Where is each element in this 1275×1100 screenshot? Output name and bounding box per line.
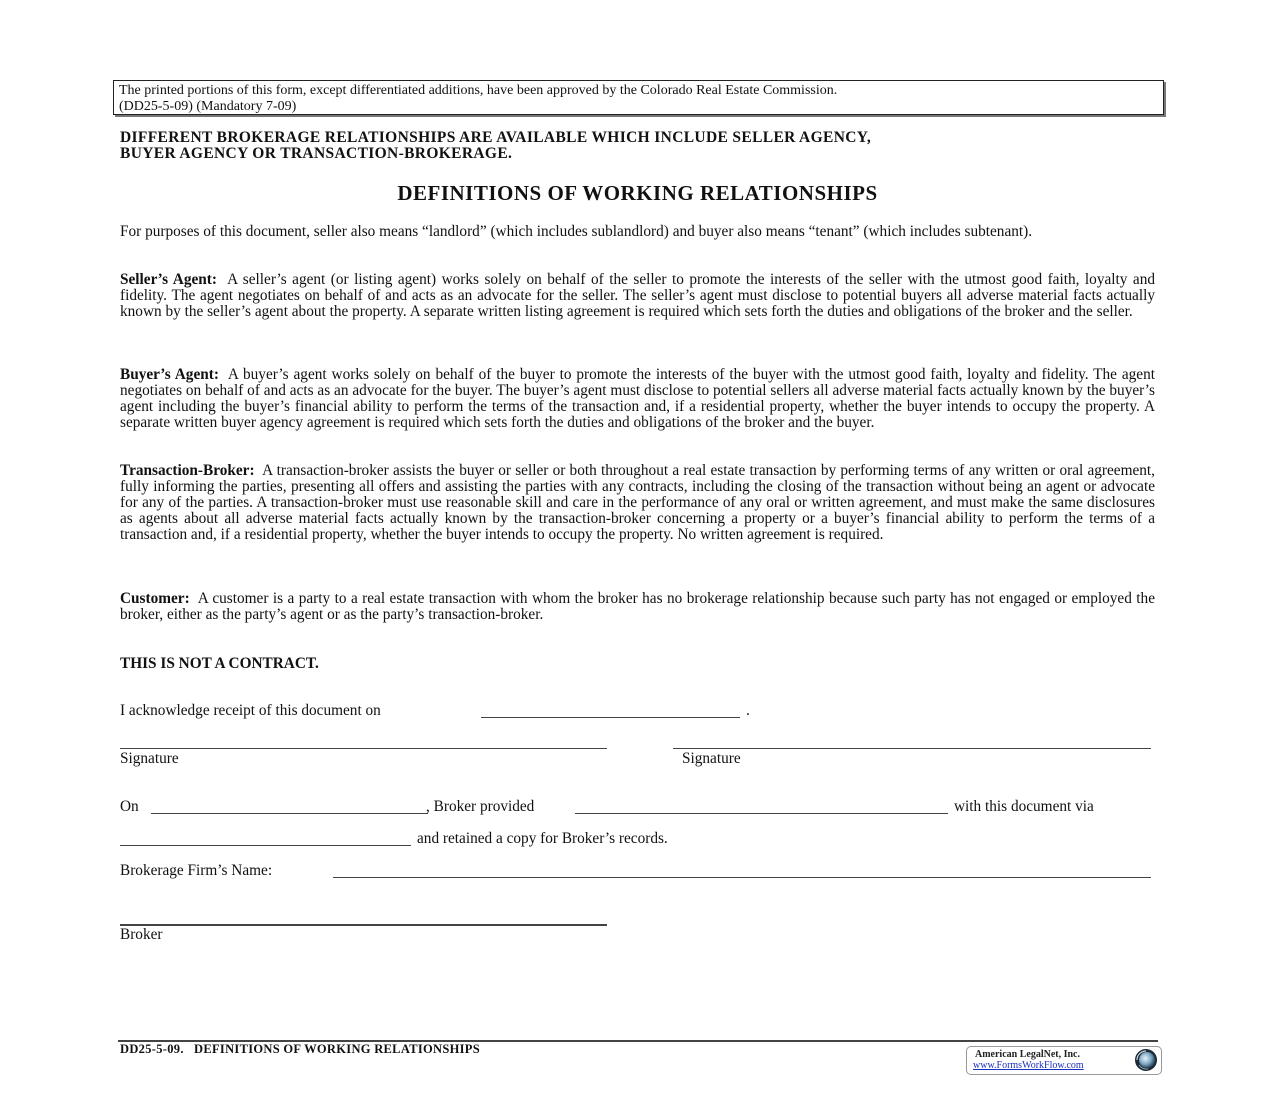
broker-signature-field[interactable] [120,924,607,926]
broker-on-label: On [120,798,139,815]
definition-term: Seller’s Agent: [120,271,217,288]
commission-notice-line-1: The printed portions of this form, except differentiated additions, have been approved by the Colorado Real Estate Commission. [119,83,838,98]
acknowledge-date-field[interactable] [481,717,740,718]
broker-signature-label: Broker [120,926,163,943]
logo-company-name: American LegalNet, Inc. [975,1049,1080,1060]
definition-text: A seller’s agent (or listing agent) works solely on behalf of the seller to promote the interests of the seller with the utmost good faith, loyalty and fidelity. The agent negotiates on behalf of and acts as an advocate for the seller. The seller’s agent must disclose to potential buyers all adverse material facts actually known by the seller’s agent about the property. A separate written listing agreement is required which sets forth the duties and obligations of the broker and the seller. [120,271,1155,320]
signature-label-left: Signature [120,750,179,767]
delivery-method-field[interactable] [120,845,411,846]
firm-name-label: Brokerage Firm’s Name: [120,862,273,879]
commission-notice-line-2: (DD25-5-09) (Mandatory 7-09) [119,99,297,114]
definition-transaction-broker [120,463,1155,543]
globe-logo-icon [1134,1048,1158,1072]
definition-sellers-agent [120,272,1155,320]
acknowledge-suffix: . [746,702,750,719]
definition-text: A customer is a party to a real estate transaction with whom the broker has no brokerage relationship because such party has not engaged or employed the broker, either as the party’s agent or as the party’s transaction-broker. [120,590,1155,623]
definition-buyers-agent [120,367,1155,431]
not-a-contract-notice: THIS IS NOT A CONTRACT. [120,655,319,672]
logo-url-link[interactable]: www.FormsWorkFlow.com [973,1060,1084,1071]
definition-text: A transaction-broker assists the buyer or seller or both throughout a real estate transaction by performing terms of any written or oral agreement, fully informing the parties, presenting all offers and assisting the parties with any contracts, including the closing of the transaction without being an agent or advocate for any of the parties. A transaction-broker must use reasonable skill and care in the performance of any oral or written agreement, and must make the same disclosures as agents about all adverse material facts actually known by the transaction-broker concerning a property or a buyer’s financial ability to perform the terms of a transaction and, if a residential property, whether the buyer intends to occupy the property. No written agreement is required. [120,462,1156,543]
definition-term: Transaction-Broker: [120,462,255,479]
definition-term: Customer: [120,590,190,607]
definition-term: Buyer’s Agent: [120,366,219,383]
recipient-field[interactable] [575,813,948,814]
banner-line-2: BUYER AGENCY OR TRANSACTION-BROKERAGE. [120,145,513,162]
signature-label-right: Signature [682,750,741,767]
acknowledge-prefix: I acknowledge receipt of this document on [120,702,381,719]
signature-field-left[interactable] [120,748,607,749]
banner-line-1: DIFFERENT BROKERAGE RELATIONSHIPS ARE AVAILABLE WHICH INCLUDE SELLER AGENCY, [120,129,872,146]
footer-form-title: DD25-5-09. DEFINITIONS OF WORKING RELATIONSHIPS [120,1042,480,1056]
signature-field-right[interactable] [673,748,1151,749]
firm-name-field[interactable] [333,877,1151,878]
american-legalnet-logo[interactable] [966,1046,1162,1075]
retained-copy-label: and retained a copy for Broker’s records. [417,830,668,847]
document-title: DEFINITIONS OF WORKING RELATIONSHIPS [397,181,878,205]
brokerage-banner [120,130,1160,162]
commission-notice-box [113,80,1164,115]
acknowledge-receipt-line [120,703,381,719]
definition-customer [120,591,1155,623]
broker-date-field[interactable] [151,813,428,814]
broker-provided-label: , Broker provided [426,798,535,815]
definition-text: A buyer’s agent works solely on behalf of the buyer to promote the interests of the buyer with the utmost good faith, loyalty and fidelity. The agent negotiates on behalf of and acts as an advocate for the buyer. The buyer’s agent must disclose to potential sellers all adverse material facts actually known by the buyer’s agent including the buyer’s financial ability to perform the terms of the transaction and, if a residential property, whether the buyer intends to occupy the property. A separate written buyer agency agreement is required which sets forth the duties and obligations of the broker and the buyer. [120,366,1155,431]
broker-with-label: with this document via [954,798,1094,815]
intro-paragraph: For purposes of this document, seller also means “landlord” (which includes sublandlord) and buyer also means “tenant” (which includes subtenant). [120,223,1033,240]
